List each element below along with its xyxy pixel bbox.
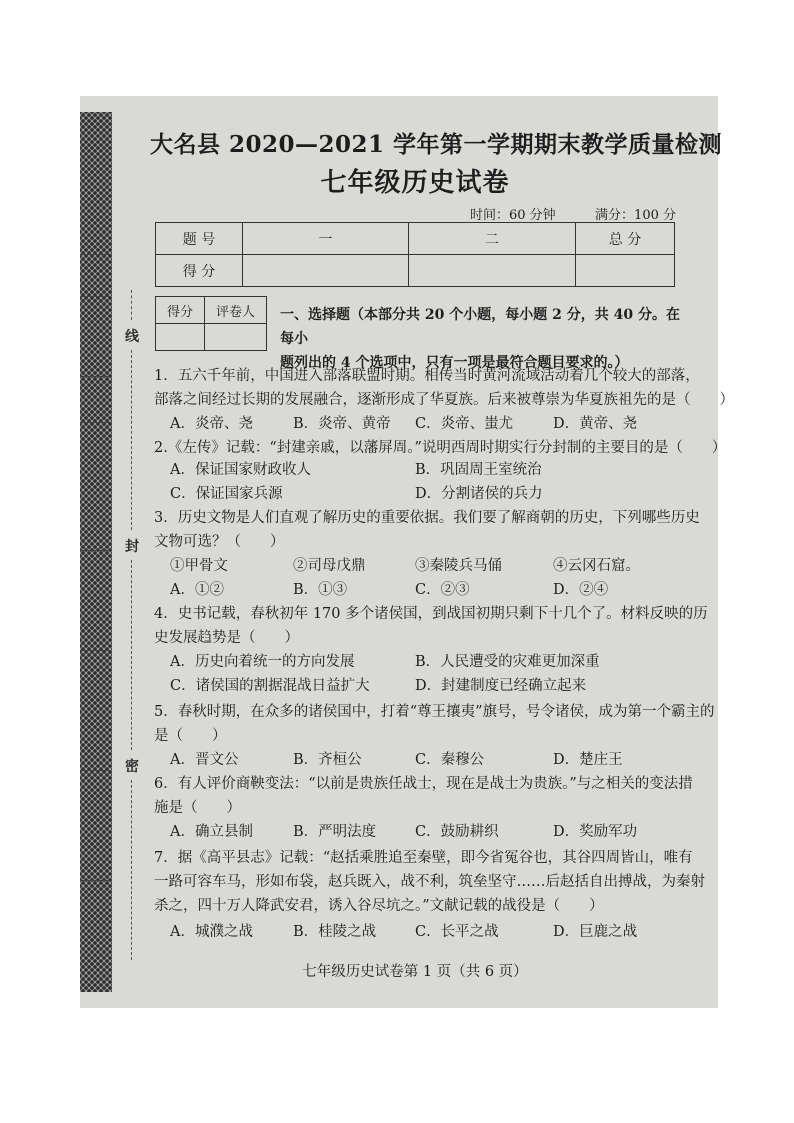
q2-option-d: D．分割诸侯的兵力 bbox=[415, 486, 543, 502]
question-line: 7．据《高平县志》记载：“赵括乘胜追至秦壁，即今省冤谷也，其谷四周皆山，唯有 bbox=[154, 850, 693, 866]
score-blank-cell[interactable] bbox=[243, 255, 409, 287]
question-5 bbox=[154, 700, 715, 748]
binding-tick bbox=[80, 254, 110, 255]
q1-option-a: A．炎帝、尧 bbox=[170, 416, 253, 432]
score-table bbox=[155, 222, 675, 287]
q5-option-b: B．齐桓公 bbox=[293, 752, 362, 768]
q6-option-b: B．严明法度 bbox=[293, 824, 377, 840]
grader-table-header-row bbox=[156, 297, 267, 324]
section-heading-line: 一、选择题（本部分共 20 个小题，每小题 2 分，共 40 分。在每小 bbox=[280, 307, 680, 347]
q3-option-d: D．②④ bbox=[553, 582, 609, 598]
q7-option-b: B．桂陵之战 bbox=[293, 924, 377, 940]
q5-option-d: D．楚庄王 bbox=[553, 752, 623, 768]
question-line: 1．五六千年前，中国进入部落联盟时期。相传当时黄河流域活动着几个较大的部落， bbox=[154, 368, 700, 384]
score-table-cell: 二 bbox=[409, 223, 576, 255]
q4-option-a: A．历史向着统一的方向发展 bbox=[170, 654, 355, 670]
binding-tick bbox=[80, 770, 110, 771]
score-table-cell: 得 分 bbox=[156, 255, 243, 287]
q6-option-d: D．奖励军功 bbox=[553, 824, 638, 840]
q4-option-d: D．封建制度已经确立起来 bbox=[415, 678, 587, 694]
binding-dashed-line bbox=[131, 780, 132, 960]
grader-table-cell: 得分 bbox=[156, 297, 205, 324]
question-7 bbox=[154, 846, 705, 918]
binding-tick bbox=[80, 376, 110, 377]
question-4 bbox=[154, 602, 708, 650]
question-line: 文物可选？（ ） bbox=[154, 534, 285, 550]
question-line: 杀之，四十万人降武安君，诱入谷尽坑之。”文献记载的战役是（ ） bbox=[154, 898, 604, 914]
binding-dashed-line bbox=[131, 350, 132, 530]
binding-tick bbox=[80, 880, 110, 881]
q6-option-c: C．鼓励耕织 bbox=[415, 824, 499, 840]
grader-table-cell: 评卷人 bbox=[205, 297, 267, 324]
grader-blank-cell[interactable] bbox=[205, 324, 267, 351]
q3-item-4: ④云冈石窟。 bbox=[553, 558, 640, 574]
q3-item-1: ①甲骨文 bbox=[170, 558, 228, 574]
grader-table-blank-row bbox=[156, 324, 267, 351]
q4-option-c: C．诸侯国的割据混战日益扩大 bbox=[170, 678, 370, 694]
q2-option-a: A．保证国家财政收人 bbox=[170, 462, 311, 478]
score-table-score-row bbox=[156, 255, 675, 287]
grader-table bbox=[155, 296, 267, 351]
binding-tick bbox=[80, 296, 110, 297]
score-table-cell: 一 bbox=[243, 223, 409, 255]
binding-label-seal2: 密 bbox=[125, 759, 139, 775]
question-line: 史发展趋势是（ ） bbox=[154, 630, 299, 646]
score-table-cell: 题 号 bbox=[156, 223, 243, 255]
binding-tick bbox=[80, 422, 110, 423]
q6-option-a: A．确立县制 bbox=[170, 824, 253, 840]
exam-title-line2: 七年级历史试卷 bbox=[320, 168, 510, 198]
section-heading-line: 题列出的 4 个选项中，只有一项是最符合题目要求的。） bbox=[280, 355, 629, 371]
q5-option-a: A．晋文公 bbox=[170, 752, 239, 768]
binding-dashed-line bbox=[131, 560, 132, 750]
question-3 bbox=[154, 506, 700, 554]
question-line: 是（ ） bbox=[154, 728, 227, 744]
score-blank-cell[interactable] bbox=[576, 255, 675, 287]
binding-label-line: 线 bbox=[125, 329, 139, 345]
q4-option-b: B．人民遭受的灾难更加深重 bbox=[415, 654, 600, 670]
q7-option-a: A．城濮之战 bbox=[170, 924, 253, 940]
exam-title-line1: 大名县 2020—2021 学年第一学期期末教学质量检测 bbox=[150, 131, 723, 158]
q3-option-c: C．②③ bbox=[415, 582, 470, 598]
question-line: 3．历史文物是人们直观了解历史的重要依据。我们要了解商朝的历史，下列哪些历史 bbox=[154, 510, 700, 526]
score-blank-cell[interactable] bbox=[409, 255, 576, 287]
exam-full-score: 满分：100 分 bbox=[595, 208, 676, 223]
score-table-cell: 总 分 bbox=[576, 223, 675, 255]
question-line: 5．春秋时期，在众多的诸侯国中，打着“尊王攘夷”旗号，号令诸侯，成为第一个霸主的 bbox=[154, 704, 715, 720]
exam-time: 时间：60 分钟 bbox=[470, 208, 556, 223]
question-line: 6．有人评价商鞅变法：“以前是贵族任战士，现在是战士为贵族。”与之相关的变法措 bbox=[154, 776, 693, 792]
score-table-header-row bbox=[156, 223, 675, 255]
q7-option-c: C．长平之战 bbox=[415, 924, 499, 940]
question-line: 一路可容车马，形如布袋，赵兵既入，战不利，筑垒坚守……后赵括自出搏战，为秦射 bbox=[154, 874, 705, 890]
question-line: 部落之间经过长期的发展融合，逐渐形成了华夏族。后来被尊崇为华夏族祖先的是（ ） bbox=[154, 392, 734, 408]
question-2 bbox=[154, 436, 727, 460]
grader-blank-cell[interactable] bbox=[156, 324, 205, 351]
question-1 bbox=[154, 364, 734, 412]
q3-option-a: A．①② bbox=[170, 582, 224, 598]
q1-option-d: D．黄帝、尧 bbox=[553, 416, 638, 432]
page-footer: 七年级历史试卷第 1 页（共 6 页） bbox=[302, 964, 528, 980]
q3-option-b: B．①③ bbox=[293, 582, 348, 598]
question-line: 2.《左传》记载：“封建亲戚，以藩屏周。”说明西周时期实行分封制的主要目的是（ ） bbox=[154, 440, 727, 456]
binding-tick bbox=[80, 650, 110, 651]
binding-dashed-line bbox=[131, 290, 132, 320]
binding-label-seal: 封 bbox=[125, 539, 139, 555]
binding-tick bbox=[80, 550, 110, 551]
q1-option-c: C．炎帝、蚩尤 bbox=[415, 416, 514, 432]
question-line: 施是（ ） bbox=[154, 800, 241, 816]
q1-option-b: B．炎帝、黄帝 bbox=[293, 416, 391, 432]
question-6 bbox=[154, 772, 693, 820]
q3-item-3: ③秦陵兵马俑 bbox=[415, 558, 502, 574]
q3-item-2: ②司母戊鼎 bbox=[293, 558, 366, 574]
q5-option-c: C．秦穆公 bbox=[415, 752, 485, 768]
binding-margin-pattern bbox=[80, 112, 112, 992]
exam-meta bbox=[470, 204, 676, 223]
question-line: 4．史书记载，春秋初年 170 多个诸侯国，到战国初期只剩下十几个了。材料反映的历 bbox=[154, 606, 708, 622]
q7-option-d: D．巨鹿之战 bbox=[553, 924, 638, 940]
q2-option-c: C．保证国家兵源 bbox=[170, 486, 283, 502]
q2-option-b: B．巩固周王室统治 bbox=[415, 462, 542, 478]
